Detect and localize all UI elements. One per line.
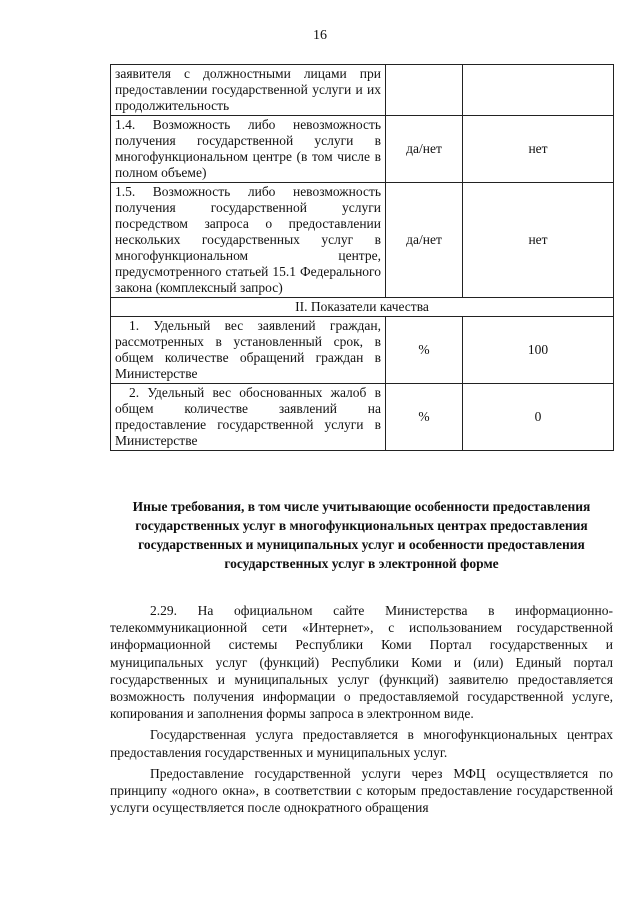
section-heading: Иные требования, в том числе учитывающие особенности предоставления государственных услуг в многофункциональных центрах предоставления государственных и муниципальных услуг и особенности предоставления государственных услуг в электронной форме <box>132 499 591 571</box>
table-row <box>111 116 614 183</box>
table-row <box>111 183 614 298</box>
indicator-description: 1.4. Возможность либо невозможность получения государственной услуги в многофункциональном центре (в том числе в полном объеме) <box>111 116 386 183</box>
indicators-table-body <box>111 65 614 451</box>
table-section-title: II. Показатели качества <box>111 298 614 317</box>
indicator-unit: % <box>386 384 463 451</box>
indicator-description: заявителя с должностными лицами при предоставлении государственной услуги и их продолжительность <box>111 65 386 116</box>
indicator-description: 1. Удельный вес заявлений граждан, рассмотренных в установленный срок, в общем количестве обращений граждан в Министерстве <box>111 317 386 384</box>
indicator-unit: да/нет <box>386 183 463 298</box>
paragraph: Предоставление государственной услуги через МФЦ осуществляется по принципу «одного окна», в соответствии с которым предоставление государственной услуги осуществляется после однократного обращения <box>110 765 613 816</box>
indicator-value: 0 <box>463 384 614 451</box>
indicator-description: 2. Удельный вес обоснованных жалоб в общем количестве заявлений на предоставление государственной услуги в Министерстве <box>111 384 386 451</box>
table-row <box>111 65 614 116</box>
indicator-value: 100 <box>463 317 614 384</box>
indicators-table <box>110 64 614 451</box>
indicator-description: 1.5. Возможность либо невозможность получения государственной услуги посредством запроса о предоставлении нескольких государственных услуг в многофункциональном центре, предусмотренного статьей 15.1 Федерального закона (комплексный запрос) <box>111 183 386 298</box>
indicator-unit: % <box>386 317 463 384</box>
table-row <box>111 317 614 384</box>
indicator-value: нет <box>463 116 614 183</box>
paragraph: 2.29. На официальном сайте Министерства в информационно-телекоммуникационной сети «Интернет», с использованием государственной информационной системы Республики Коми Портал государственных и муниципальных услуг (функций) Республики Коми и (или) Единый портал государственных и муниципальных услуг (функций) заявителю предоставляется возможность получения информации о предоставляемой государственной услуге, копирования и заполнения формы запроса в электронном виде. <box>110 603 613 722</box>
indicator-unit <box>386 65 463 116</box>
table-row <box>111 384 614 451</box>
indicator-value: нет <box>463 183 614 298</box>
body-text <box>110 602 613 820</box>
paragraph: Государственная услуга предоставляется в многофункциональных центрах предоставления государственных и муниципальных услуг. <box>110 727 613 760</box>
page-number: 16 <box>313 28 327 43</box>
indicator-value <box>463 65 614 116</box>
indicator-unit: да/нет <box>386 116 463 183</box>
table-section-row <box>111 298 614 317</box>
